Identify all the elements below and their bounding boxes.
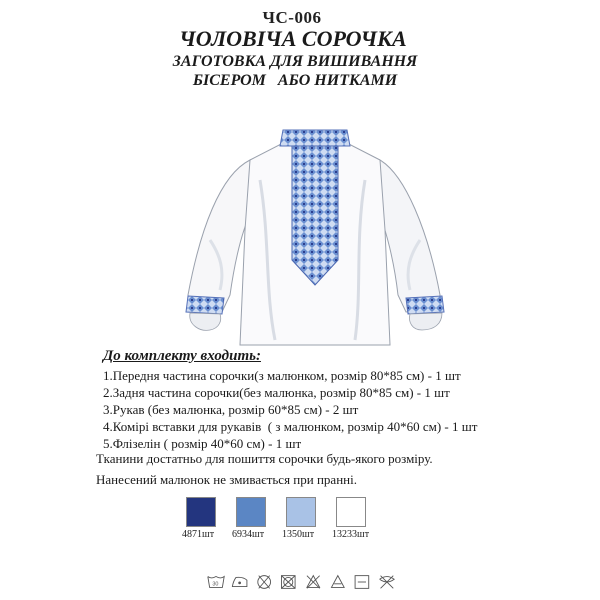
kit-item: 2.Задня частина сорочки(без малюнка, розмір 80*85 см) - 1 шт bbox=[103, 385, 450, 400]
product-subtitle-2: БІСЕРОМ АБО НИТКАМИ bbox=[192, 72, 398, 89]
kit-contents bbox=[103, 348, 573, 452]
note-fabric: Тканини достатньо для пошиття сорочки будь-якого розміру. bbox=[96, 451, 433, 466]
shirt-illustration bbox=[180, 120, 450, 350]
swatch-label: 6934шт bbox=[232, 529, 265, 540]
no-bleach-icon bbox=[258, 576, 271, 589]
header bbox=[0, 8, 600, 90]
product-subtitle-1: ЗАГОТОВКА ДЛЯ ВИШИВАННЯ bbox=[172, 53, 418, 70]
no-tumble-dry-icon bbox=[281, 576, 295, 589]
dry-flat-icon bbox=[355, 576, 369, 589]
product-title: ЧОЛОВІЧА СОРОЧКА bbox=[179, 26, 407, 51]
swatch-white bbox=[336, 497, 366, 527]
care-symbols bbox=[196, 572, 416, 592]
kit-item: 3.Рукав (без малюнка, розмір 60*85 см) - 2 шт bbox=[103, 402, 359, 417]
bead-swatches bbox=[182, 497, 412, 545]
swatch-label: 1350шт bbox=[282, 529, 315, 540]
product-code: ЧС-006 bbox=[262, 8, 322, 27]
swatch-mid-blue bbox=[236, 497, 266, 527]
no-bleach-triangle-icon bbox=[331, 576, 344, 588]
note-washable: Нанесений малюнок не змивається при пранні. bbox=[96, 472, 357, 487]
no-wring-icon bbox=[380, 576, 395, 589]
kit-title: До комплекту входить: bbox=[103, 348, 261, 364]
kit-item: 1.Передня частина сорочки(з малюнком, розмір 80*85 см) - 1 шт bbox=[103, 368, 461, 383]
swatch-label: 4871шт bbox=[182, 529, 215, 540]
iron-icon bbox=[232, 577, 247, 586]
swatch-label: 13233шт bbox=[332, 529, 370, 540]
swatch-dark-blue bbox=[186, 497, 216, 527]
wash-30-icon bbox=[208, 577, 224, 588]
kit-item: 5.Флізелін ( розмір 40*60 см) - 1 шт bbox=[103, 436, 302, 451]
swatch-light-blue bbox=[286, 497, 316, 527]
kit-item: 4.Комірі вставки для рукавів ( з малюнком, розмір 40*60 см) - 1 шт bbox=[103, 419, 478, 434]
svg-text:30: 30 bbox=[212, 581, 219, 588]
no-dryclean-icon bbox=[307, 576, 320, 589]
